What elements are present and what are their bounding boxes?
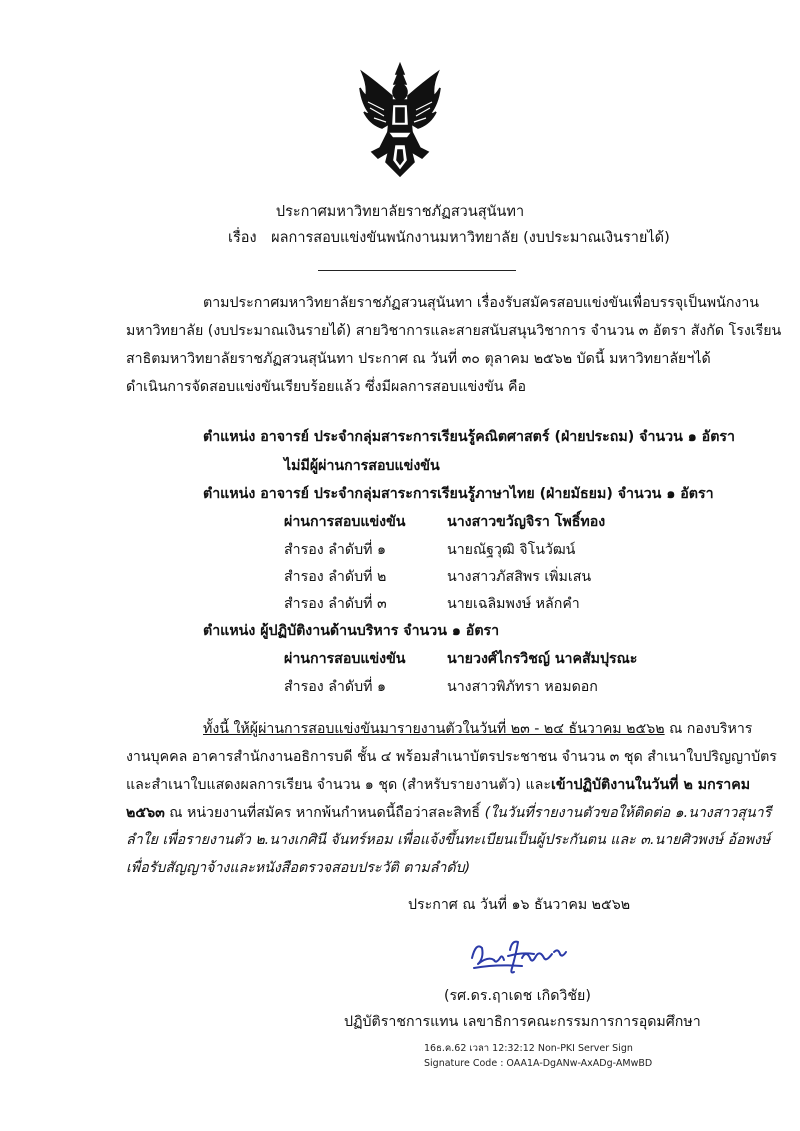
result-label: สำรอง ลำดับที่ ๒ xyxy=(284,569,387,585)
announce-date: ประกาศ ณ วันที่ ๑๖ ธันวาคม ๒๕๖๒ xyxy=(408,897,631,913)
announcement-heading: ประกาศมหาวิทยาลัยราชภัฏสวนสุนันทา xyxy=(275,204,525,220)
garuda-emblem xyxy=(358,62,442,178)
intro-line: ดำเนินการจัดสอบแข่งขันเรียบร้อยแล้ว ซึ่งมีผลการสอบแข่งขัน คือ xyxy=(126,379,527,395)
intro-line: มหาวิทยาลัย (งบประมาณเงินรายได้) สายวิชาการและสายสนับสนุนวิชาการ จำนวน ๓ อัตรา สังกัด โรงเรียน xyxy=(126,323,782,339)
result-label: สำรอง ลำดับที่ ๑ xyxy=(284,679,386,695)
handwritten-signature-icon xyxy=(466,928,576,980)
position-note: ไม่มีผู้ผ่านการสอบแข่งขัน xyxy=(284,458,440,474)
intro-line: ตามประกาศมหาวิทยาลัยราชภัฏสวนสุนันทา เรื่องรับสมัครสอบแข่งขันเพื่อบรรจุเป็นพนักงาน xyxy=(203,295,760,311)
closing-line xyxy=(203,718,752,740)
result-name: นางสาวภัสสิพร เพิ่มเสน xyxy=(447,569,592,585)
result-label: สำรอง ลำดับที่ ๓ xyxy=(284,596,387,612)
signer-name: (รศ.ดร.ฤาเดช เกิดวิชัย) xyxy=(444,988,591,1004)
intro-line: สาธิตมหาวิทยาลัยราชภัฏสวนสุนันทา ประกาศ ณ วันที่ ๓๐ ตุลาคม ๒๕๖๒ บัดนี้ มหาวิทยาลัยฯได้ xyxy=(126,351,711,367)
closing-line: ลำใย เพื่อรายงานตัว ๒.นางเกศินี จันทร์หอม เพื่อแจ้งขึ้นทะเบียนเป็นผู้ประกันตน และ ๓.นายศิวพงษ์ อ้อพงษ์ xyxy=(126,832,771,848)
position-title: ตำแหน่ง ผู้ปฏิบัติงานด้านบริหาร จำนวน ๑ อัตรา xyxy=(203,623,500,639)
result-name: นายณัฐวุฒิ จิโนวัฒน์ xyxy=(447,542,576,558)
subject-label: เรื่อง xyxy=(228,230,257,246)
start-work-text: เข้าปฏิบัติงานในวันที่ ๒ มกราคม xyxy=(551,777,751,793)
position-title: ตำแหน่ง อาจารย์ ประจำกลุ่มสาระการเรียนรู้ภาษาไทย (ฝ่ายมัธยม) จำนวน ๑ อัตรา xyxy=(203,486,714,502)
subject-line xyxy=(228,227,670,249)
result-name: นายเฉลิมพงษ์ หลักคำ xyxy=(447,596,580,612)
closing-text: ณ หน่วยงานที่สมัคร หากพ้นกำหนดนี้ถือว่าสละสิทธิ์ xyxy=(164,805,485,821)
closing-text: และสำเนาใบแสดงผลการเรียน จำนวน ๑ ชุด (สำหรับรายงานตัว) และ xyxy=(126,777,551,793)
closing-text: ณ กองบริหาร xyxy=(664,721,753,737)
report-date-text: ทั้งนี้ ให้ผู้ผ่านการสอบแข่งขันมารายงานตัวในวันที่ ๒๓ - ๒๔ ธันวาคม ๒๕๖๒ xyxy=(203,721,665,737)
result-label: สำรอง ลำดับที่ ๑ xyxy=(284,542,386,558)
contact-text: (ในวันที่รายงานตัวขอให้ติดต่อ ๑.นางสาวสุนารี xyxy=(484,805,772,821)
result-name: นายวงศ์ไกรวิชญ์ นาคสัมปุรณะ xyxy=(447,651,638,667)
garuda-emblem-icon xyxy=(358,62,442,178)
closing-line: งานบุคคล อาคารสำนักงานอธิการบดี ชั้น ๔ พร้อมสำเนาบัตรประชาชน จำนวน ๓ ชุด สำเนาใบปริญญาบัตร xyxy=(126,749,777,765)
result-name: นางสาวขวัญจิรา โพธิ์ทอง xyxy=(447,514,606,530)
closing-line xyxy=(126,802,771,824)
closing-line xyxy=(126,774,750,796)
signature-image xyxy=(466,928,576,980)
subject-text: ผลการสอบแข่งขันพนักงานมหาวิทยาลัย (งบประมาณเงินรายได้) xyxy=(271,230,670,246)
signer-role: ปฏิบัติราชการแทน เลขาธิการคณะกรรมการการอุดมศึกษา xyxy=(344,1014,701,1030)
signature-code: Signature Code : OAA1A-DgANw-AxADg-AMwBD xyxy=(424,1058,653,1069)
result-label: ผ่านการสอบแข่งขัน xyxy=(284,651,406,667)
result-name: นางสาวพิภัทรา หอมดอก xyxy=(447,679,598,695)
digital-stamp-line: 16ธ.ค.62 เวลา 12:32:12 Non-PKI Server Sign xyxy=(424,1043,633,1054)
closing-line: เพื่อรับสัญญาจ้างและหนังสือตรวจสอบประวัติ ตามลำดับ) xyxy=(126,860,471,876)
header-divider xyxy=(318,270,516,271)
start-year-text: ๒๕๖๓ xyxy=(126,805,165,821)
position-title: ตำแหน่ง อาจารย์ ประจำกลุ่มสาระการเรียนรู้คณิตศาสตร์ (ฝ่ายประถม) จำนวน ๑ อัตรา xyxy=(203,429,735,445)
result-label: ผ่านการสอบแข่งขัน xyxy=(284,514,406,530)
